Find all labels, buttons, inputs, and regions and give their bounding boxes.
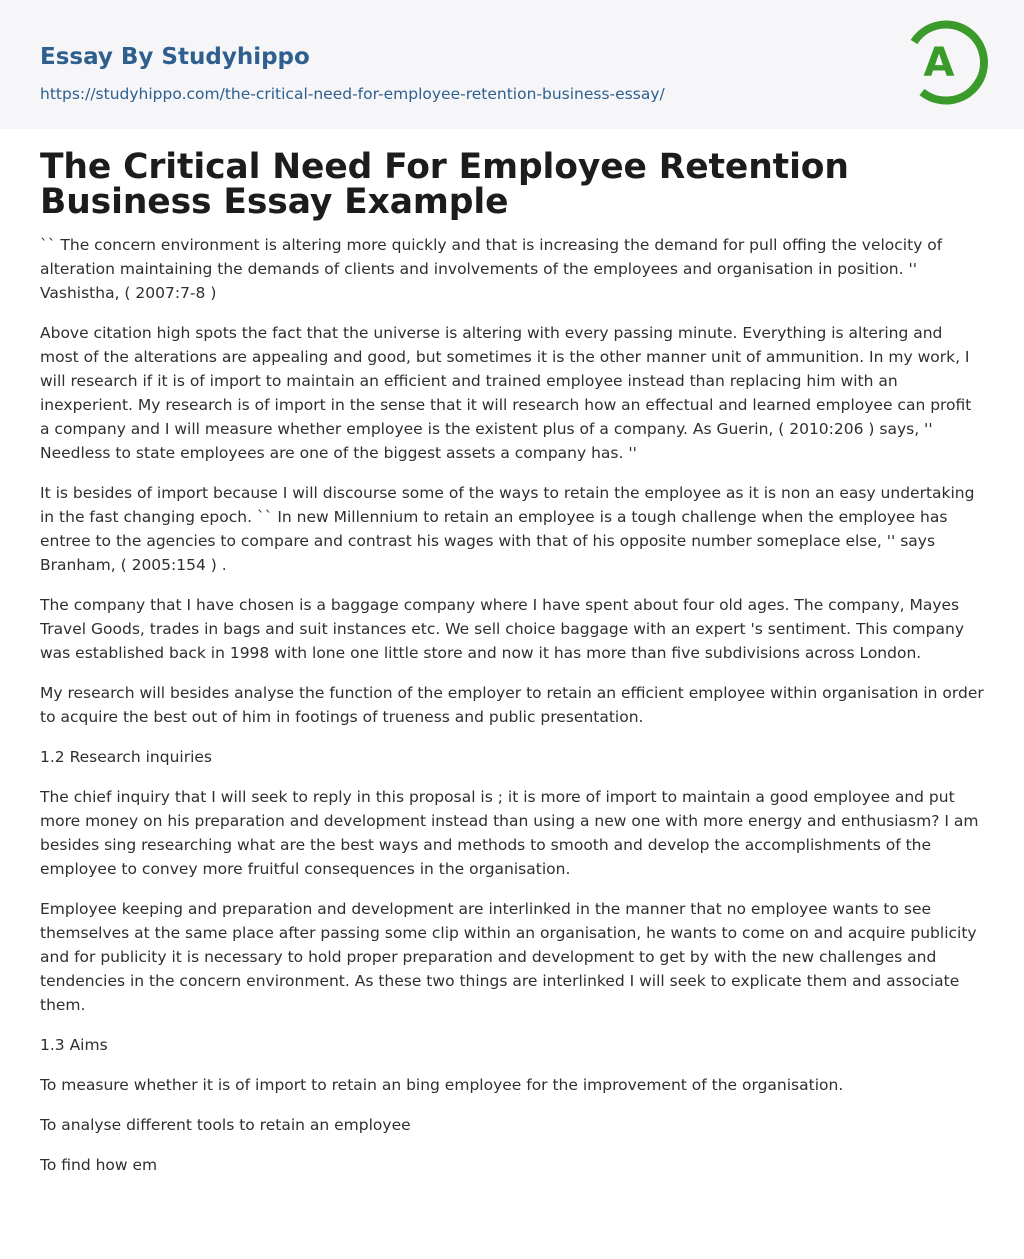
section-heading-research-inquiries: 1.2 Research inquiries [40,748,212,766]
paragraph: The chief inquiry that I will seek to reply in this proposal is ; it is more of import to maintain a good employee and put more money on his preparation and development instead than using a new one with more energy and enthusiasm? I am besides sing researching what are the best ways and methods to smooth and develop the accomplishments of the employee to convey more fruitful consequences in the organisation. [40,788,979,878]
aim-item-truncated: To find how em [40,1156,158,1174]
site-header [0,0,1024,129]
aim-item: To analyse different tools to retain an employee [40,1116,411,1134]
page-url-link[interactable]: https://studyhippo.com/the-critical-need-for-employee-retention-business-essay/ [40,85,665,103]
logo-letter: A [923,40,955,86]
article [40,147,984,1193]
paragraph: It is besides of import because I will discourse some of the ways to retain the employee as it is non an easy undertaking in the fast changing epoch. `` In new Millennium to retain an employee is a tough challenge when the employee has entree to the agencies to compare and contrast his wages with that of his opposite number someplace else, '' says Branham, ( 2005:154 ) . [40,484,975,574]
paragraph: Employee keeping and preparation and development are interlinked in the manner that no employee wants to see themselves at the same place after passing some clip within an organisation, he wants to come on and acquire publicity and for publicity it is necessary to hold proper preparation and development to get by with the new challenges and tendencies in the concern environment. As these two things are interlinked I will seek to explicate them and associate them. [40,900,977,1014]
aim-item: To measure whether it is of import to retain an bing employee for the improvement of the organisation. [40,1076,844,1094]
paragraph: The company that I have chosen is a baggage company where I have spent about four old ages. The company, Mayes Travel Goods, trades in bags and suit instances etc. We sell choice baggage with an expert 's sentiment. This company was established back in 1998 with lone one little store and now it has more than five subdivisions across London. [40,596,964,662]
section-heading-aims: 1.3 Aims [40,1036,108,1054]
studyhippo-logo-icon[interactable] [906,18,992,106]
article-title: The Critical Need For Employee Retention Business Essay Example [40,147,849,222]
paragraph: My research will besides analyse the function of the employer to retain an efficient employee within organisation in order to acquire the best out of him in footings of trueness and public presentation. [40,684,984,726]
paragraph: Above citation high spots the fact that the universe is altering with every passing minute. Everything is altering and most of the alterations are appealing and good, but sometimes it is the other manner unit of ammunition. In my work, I will research if it is of import to maintain an efficient and trained employee instead than replacing him with an inexperient. My research is of import in the sense that it will research how an effectual and learned employee can profit a company and I will measure whether employee is the existent plus of a company. As Guerin, ( 2010:206 ) says, '' Needless to state employees are one of the biggest assets a company has. '' [40,324,972,462]
paragraph: `` The concern environment is altering more quickly and that is increasing the demand for pull offing the velocity of alteration maintaining the demands of clients and involvements of the employees and organisation in position. '' Vashistha, ( 2007:7-8 ) [40,236,943,302]
site-brand[interactable]: Essay By Studyhippo [40,44,310,70]
